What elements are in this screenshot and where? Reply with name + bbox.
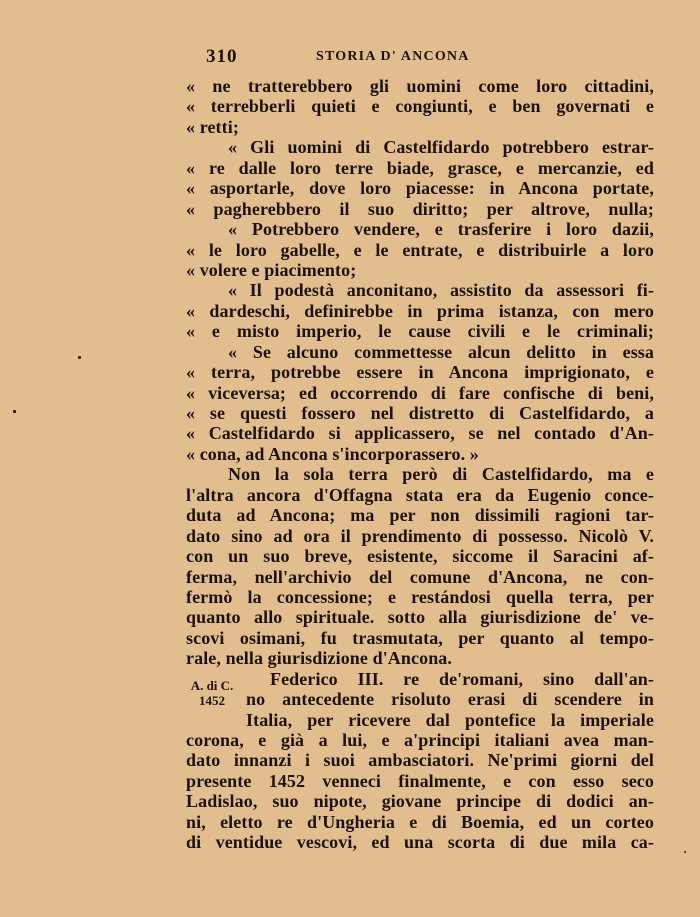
- text-line: Italia, per ricevere dal pontefice la imperiale: [246, 709, 654, 730]
- text-line: rale, nella giurisdizione d'Ancona.: [186, 648, 453, 669]
- text-line: quanto allo spirituale. sotto alla giurisdizione de' ve-: [186, 607, 654, 628]
- text-line: « e misto imperio, le cause civili e le criminali;: [186, 321, 654, 342]
- text-line: Non la sola terra però di Castelfidardo, ma e: [228, 464, 654, 485]
- text-line: no antecedente risoluto erasi di scendere in: [246, 689, 654, 710]
- text-line: « Se alcuno commettesse alcun delitto in essa: [228, 341, 654, 362]
- text-line: « Gli uomini di Castelfidardo potrebbero estrar-: [228, 137, 654, 158]
- running-title: STORIA D' ANCONA: [316, 49, 470, 64]
- page-number: 310: [206, 46, 238, 67]
- text-line: l'altra ancora d'Offagna stata era da Eugenio conce-: [186, 484, 654, 505]
- scan-speck: [78, 356, 81, 359]
- text-line: duta ad Ancona; ma per non dissimili ragioni tar-: [186, 505, 654, 526]
- text-line: « viceversa; ed occorrendo di fare confische di beni,: [186, 382, 654, 403]
- scan-speck: [684, 851, 686, 853]
- text-line: Ladislao, suo nipote, giovane principe di dodici an-: [186, 791, 654, 812]
- text-line: di ventidue vescovi, ed una scorta di due mila ca-: [186, 832, 654, 853]
- text-line: scovi osimani, fu trasmutata, per quanto al tempo-: [186, 627, 654, 648]
- text-line: ni, eletto re d'Ungheria e di Boemia, ed un corteo: [186, 811, 654, 832]
- text-line: dato sino ad ora il prendimento di possesso. Nicolò V.: [186, 525, 654, 546]
- text-line: fermò la concessione; e restándosi quella terra, per: [186, 586, 654, 607]
- margin-note-label: A. di C.: [190, 678, 234, 693]
- text-line: « terrebberli quieti e congiunti, e ben governati e: [186, 96, 654, 117]
- text-line: « Potrebbero vendere, e trasferire i loro dazii,: [228, 219, 654, 240]
- text-line: « cona, ad Ancona s'incorporassero. »: [186, 443, 479, 464]
- text-line: « le loro gabelle, e le entrate, e distribuirle a loro: [186, 239, 654, 260]
- text-line: « Castelfidardo si applicassero, se nel contado d'An-: [186, 423, 654, 444]
- text-line: « asportarle, dove loro piacesse: in Ancona portate,: [186, 178, 654, 199]
- scan-speck: [13, 410, 16, 413]
- text-line: « dardeschi, definirebbe in prima istanza, con mero: [186, 300, 654, 321]
- text-line: « re dalle loro terre biade, grasce, e mercanzie, ed: [186, 157, 654, 178]
- text-line: « Il podestà anconitano, assistito da assessori fi-: [228, 280, 654, 301]
- margin-note-year-value: 1452: [199, 693, 225, 708]
- text-line: « se questi fossero nel distretto di Castelfidardo, a: [186, 403, 654, 423]
- text-line: dato innanzi i suoi ambasciatori. Ne'primi giorni del: [186, 750, 654, 771]
- body-text: [186, 76, 654, 853]
- text-line: « pagherebbero il suo diritto; per altrove, nulla;: [186, 198, 654, 219]
- text-line: « terra, potrebbe essere in Ancona imprigionato, e: [186, 362, 654, 383]
- text-line: « retti;: [186, 116, 239, 137]
- text-line: corona, e già a lui, e a'principi italiani avea man-: [186, 730, 654, 750]
- page-header: [206, 46, 654, 68]
- text-line: con un suo breve, esistente, siccome il Saracini af-: [186, 546, 654, 567]
- text-line: ferma, nell'archivio del comune d'Ancona, ne con-: [186, 566, 654, 587]
- text-line: « volere e piacimento;: [186, 259, 357, 280]
- text-line: presente 1452 venneci finalmente, e con esso seco: [186, 770, 654, 791]
- text-line: Federico III. re de'romani, sino dall'an-: [270, 668, 654, 689]
- text-line: « ne tratterebbero gli uomini come loro cittadini,: [186, 76, 654, 96]
